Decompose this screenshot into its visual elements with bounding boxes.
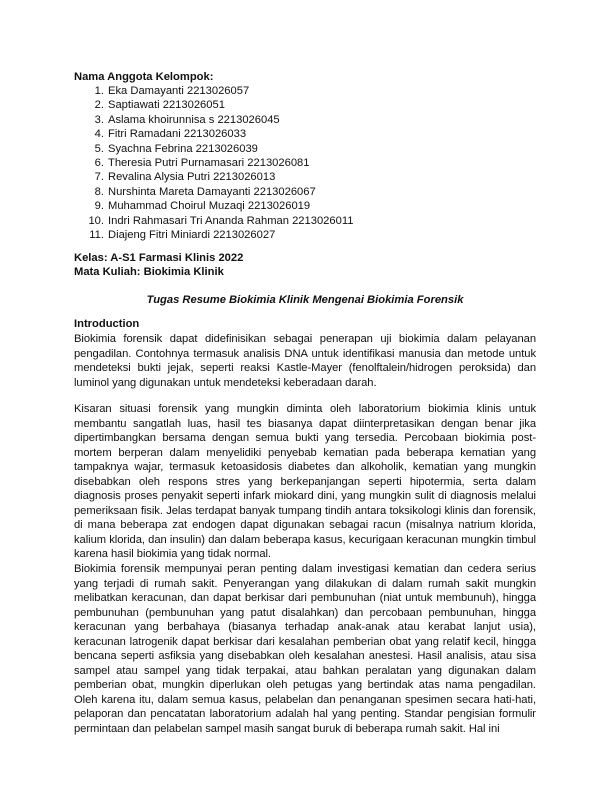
list-item	[74, 228, 353, 242]
members-heading: Nama Anggota Kelompok:	[74, 71, 214, 83]
list-item	[74, 127, 353, 141]
list-number: 8.	[94, 185, 104, 198]
member-name: Muhammad Choirul Muzaqi 2213026019	[108, 200, 311, 213]
member-name: Eka Damayanti 2213026057	[108, 85, 250, 97]
list-number: 7.	[94, 171, 104, 184]
list-number: 1.	[94, 85, 104, 97]
member-name: Nurshinta Mareta Damayanti 2213026067	[108, 185, 316, 198]
list-number: 3.	[94, 113, 104, 126]
list-number: 4.	[94, 128, 104, 141]
member-name: Theresia Putri Purnamasari 2213026081	[108, 156, 310, 169]
list-item	[74, 199, 353, 213]
member-name: Fitri Ramadani 2213026033	[108, 128, 247, 141]
class-info: Kelas: A-S1 Farmasi Klinis 2022	[74, 252, 244, 264]
list-item	[74, 98, 353, 112]
paragraph: Kisaran situasi forensik yang mungkin diminta oleh laboratorium biokimia klinis untuk membantu sangatlah luas, hasil tes biasanya dapat diinterpretasikan dengan benar jika dipertimbangkan bersama dengan semua bukti yang tersedia. Percobaan biokimia post-mortem berperan dalam menyelidiki penyebab kematian pada beberapa kematian yang tampaknya wajar, termasuk ketoasidosis diabetes dan alkoholik, kematian yang mungkin disebabkan oleh respons stres yang berkepanjangan seperti hipotermia, serta dalam diagnosis proses penyakit seperti infark miokard dini, yang mungkin sulit di diagnosis melalui pemeriksaan fisik. Jelas terdapat banyak tumpang tindih antara toksikologi klinis dan forensik, di mana beberapa zat endogen dapat digunakan sebagai racun (misalnya natrium klorida, kalium klorida, dan insulin) dan dalam beberapa kasus, kecurigaan keracunan mungkin timbul karena hasil biokimia yang tidak normal.	[74, 403, 536, 561]
paragraph: Biokimia forensik dapat didefinisikan sebagai penerapan uji biokimia dalam pelayanan pengadilan. Contohnya termasuk analisis DNA untuk identifikasi manusia dan metode untuk mendeteksi bukti jejak, seperti reaksi Kastle-Mayer (fenolftalein/hidrogen peroksida) dan luminol yang digunakan untuk mendeteksi keberadaan darah.	[74, 333, 536, 389]
member-name: Diajeng Fitri Miniardi 2213026027	[108, 228, 276, 241]
list-item	[74, 142, 353, 156]
list-item	[74, 156, 353, 170]
paragraph: Biokimia forensik mempunyai peran penting dalam investigasi kematian dan cedera serius yang terjadi di rumah sakit. Penyerangan yang dilakukan di dalam rumah sakit mungkin melibatkan keracunan, dan dapat berkisar dari pembunuhan (niat untuk membunuh), hingga pembunuhan (pembunuhan yang patut disalahkan) dan percobaan pembunuhan, hingga keracunan yang berbahaya (biasanya terhadap anak-anak atau kerabat lanjut usia), keracunan latrogenik dapat berkisar dari kesalahan pemberian obat yang relatif kecil, hingga bencana seperti asfiksia yang disebabkan oleh kesalahan anestesi. Hasil analisis, atau sisa sampel atau sampel yang tidak terpakai, atau bahkan peralatan yang digunakan dalam pemberian obat, mungkin diperlukan oleh petugas yang bertindak atas nama pengadilan. Oleh karena itu, dalam semua kasus, pelabelan dan penanganan spesimen secara hati-hati, pelaporan dan pencatatan laboratorium adalah hal yang penting. Standar pengisian formulir permintaan dan pelabelan sampel masih sangat buruk di beberapa rumah sakit. Hal ini	[74, 563, 536, 736]
list-number: 5.	[94, 142, 104, 155]
list-number: 6.	[94, 156, 104, 169]
members-list	[74, 84, 353, 242]
list-number: 11.	[89, 228, 104, 241]
section-heading: Introduction	[74, 318, 140, 330]
list-number: 2.	[94, 99, 104, 112]
document-title: Tugas Resume Biokimia Klinik Mengenai Biokimia Forensik	[146, 294, 464, 306]
list-number: 9.	[94, 200, 104, 213]
list-item	[74, 170, 353, 184]
member-name: Revalina Alysia Putri 2213026013	[108, 171, 276, 184]
member-name: Syachna Febrina 2213026039	[108, 142, 258, 155]
list-item	[74, 113, 353, 127]
list-item	[74, 185, 353, 199]
list-item	[74, 214, 353, 228]
member-name: Aslama khoirunnisa s 2213026045	[108, 113, 280, 126]
member-name: Indri Rahmasari Tri Ananda Rahman 2213026011	[108, 214, 354, 227]
course-info: Mata Kuliah: Biokimia Klinik	[74, 266, 224, 278]
list-number: 10.	[88, 214, 104, 227]
list-item	[74, 84, 353, 98]
member-name: Saptiawati 2213026051	[108, 99, 225, 112]
